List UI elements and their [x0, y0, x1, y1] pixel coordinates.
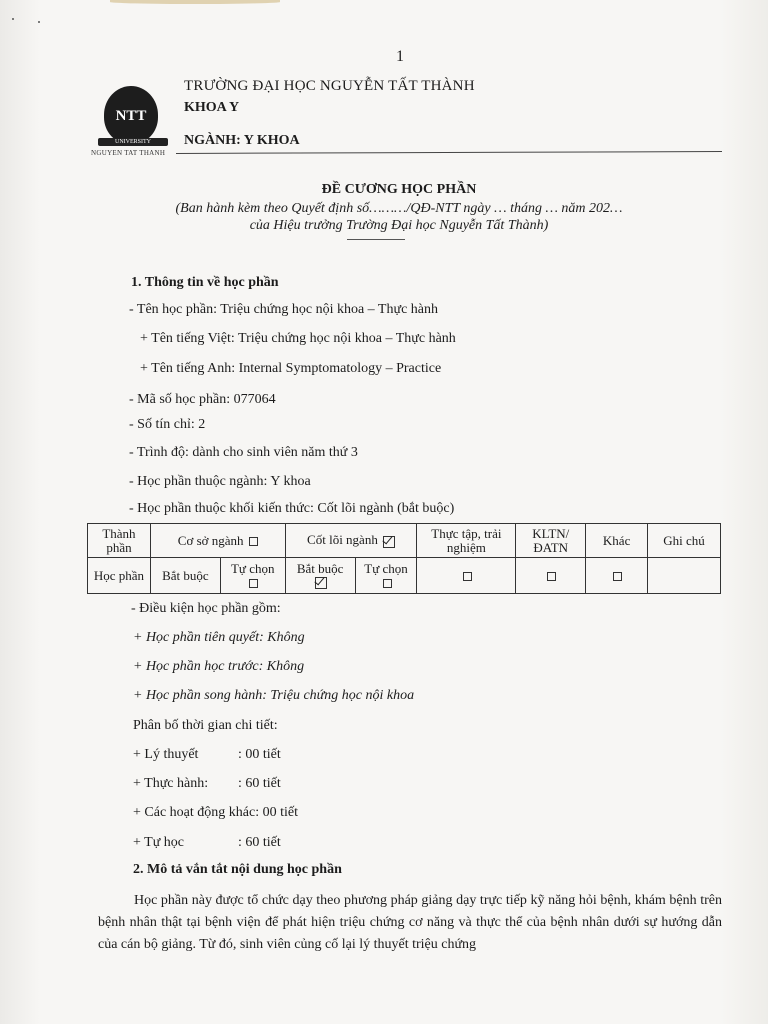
course-description	[98, 890, 722, 956]
theory-label: + Lý thuyết	[133, 747, 199, 762]
header-component: Thành phần	[88, 524, 151, 558]
knowledge-block: - Học phần thuộc khối kiến thức: Cốt lõi ngành (bắt buộc)	[129, 501, 455, 516]
checkbox-icon	[383, 579, 392, 588]
faculty-name: KHOA Y	[184, 100, 240, 115]
header-thesis: KLTN/ ĐATN	[516, 524, 586, 558]
section1-heading: 1. Thông tin về học phần	[131, 275, 279, 290]
core-elective: Tự chọn	[355, 558, 417, 594]
time-allocation-heading: Phân bố thời gian chi tiết:	[133, 718, 278, 733]
practice-value: : 60 tiết	[238, 776, 281, 791]
level: - Trình độ: dành cho sinh viên năm thứ 3	[129, 445, 358, 460]
row-label: Học phần	[88, 558, 151, 594]
section2-heading: 2. Mô tả vắn tắt nội dung học phần	[133, 862, 342, 877]
header-base: Cơ sở ngành	[150, 524, 285, 558]
major-name: NGÀNH: Y KHOA	[184, 133, 300, 148]
description-paragraph: Học phần này được tổ chức dạy theo phương pháp giảng dạy trực tiếp kỹ năng hỏi bệnh, khám bệnh trên bệnh nhân thật tại bệnh viện để phát hiện triệu chứng cơ năng và thực thể của bệnh nhân dưới sự hướng dẫn của cán bộ giảng. Từ đó, sinh viên củng cố lại lý thuyết triệu chứng	[98, 893, 722, 952]
paper-speck	[38, 21, 40, 23]
note-cell	[648, 558, 721, 594]
thesis-cell	[516, 558, 586, 594]
checkbox-icon	[249, 579, 258, 588]
self-study-label: + Tự học	[133, 835, 184, 850]
document-title: ĐỀ CƯƠNG HỌC PHẦN	[321, 182, 477, 197]
checkbox-icon	[547, 572, 556, 581]
credits: - Số tín chỉ: 2	[129, 417, 206, 432]
header-internship: Thực tập, trải nghiệm	[417, 524, 516, 558]
page-number: 1	[396, 48, 404, 65]
logo-ribbon	[98, 138, 168, 146]
checked-checkbox-icon	[315, 577, 327, 589]
course-major: - Học phần thuộc ngành: Y khoa	[129, 474, 311, 489]
vietnamese-name: + Tên tiếng Việt: Triệu chứng học nội khoa – Thực hành	[140, 331, 456, 346]
checkbox-icon	[613, 572, 622, 581]
logo-text: NTT	[115, 108, 147, 124]
course-name: - Tên học phần: Triệu chứng học nội khoa – Thực hành	[129, 302, 438, 317]
other-cell	[586, 558, 648, 594]
logo-caption: NGUYEN TAT THANH	[91, 149, 166, 157]
base-required: Bắt buộc	[150, 558, 220, 594]
checkbox-icon	[463, 572, 472, 581]
self-study-value: : 60 tiết	[238, 835, 281, 850]
paper-speck	[12, 18, 14, 20]
knowledge-block-table	[87, 523, 721, 594]
header-note: Ghi chú	[648, 524, 721, 558]
paper-stain	[110, 0, 280, 4]
checkbox-icon	[249, 537, 258, 546]
english-name: + Tên tiếng Anh: Internal Symptomatology – Practice	[140, 361, 442, 376]
core-required: Bắt buộc	[285, 558, 355, 594]
prerequisite-heading: - Điều kiện học phần gồm:	[131, 601, 281, 616]
logo-ribbon-text: UNIVERSITY	[115, 139, 151, 145]
other-activities: + Các hoạt động khác: 00 tiết	[133, 805, 298, 820]
practice-label: + Thực hành:	[133, 776, 209, 791]
school-name: TRƯỜNG ĐẠI HỌC NGUYỄN TẤT THÀNH	[184, 78, 475, 94]
prerequisite-course: + Học phần tiên quyết: Không	[133, 630, 305, 645]
course-code: - Mã số học phần: 077064	[129, 392, 276, 407]
document-subtitle-line1: (Ban hành kèm theo Quyết định số………/QĐ-NTT ngày … tháng … năm 202…	[175, 201, 623, 216]
university-logo	[104, 86, 158, 144]
header-other: Khác	[586, 524, 648, 558]
checked-checkbox-icon	[383, 536, 395, 548]
internship-cell	[417, 558, 516, 594]
title-underline	[347, 239, 405, 240]
header-core: Cốt lõi ngành	[285, 524, 417, 558]
document-subtitle-line2: của Hiệu trưởng Trường Đại học Nguyễn Tất Thành)	[249, 218, 549, 233]
parallel-course: + Học phần song hành: Triệu chứng học nội khoa	[133, 688, 415, 703]
prior-course: + Học phần học trước: Không	[133, 659, 305, 674]
theory-value: : 00 tiết	[238, 747, 281, 762]
base-elective: Tự chọn	[220, 558, 285, 594]
